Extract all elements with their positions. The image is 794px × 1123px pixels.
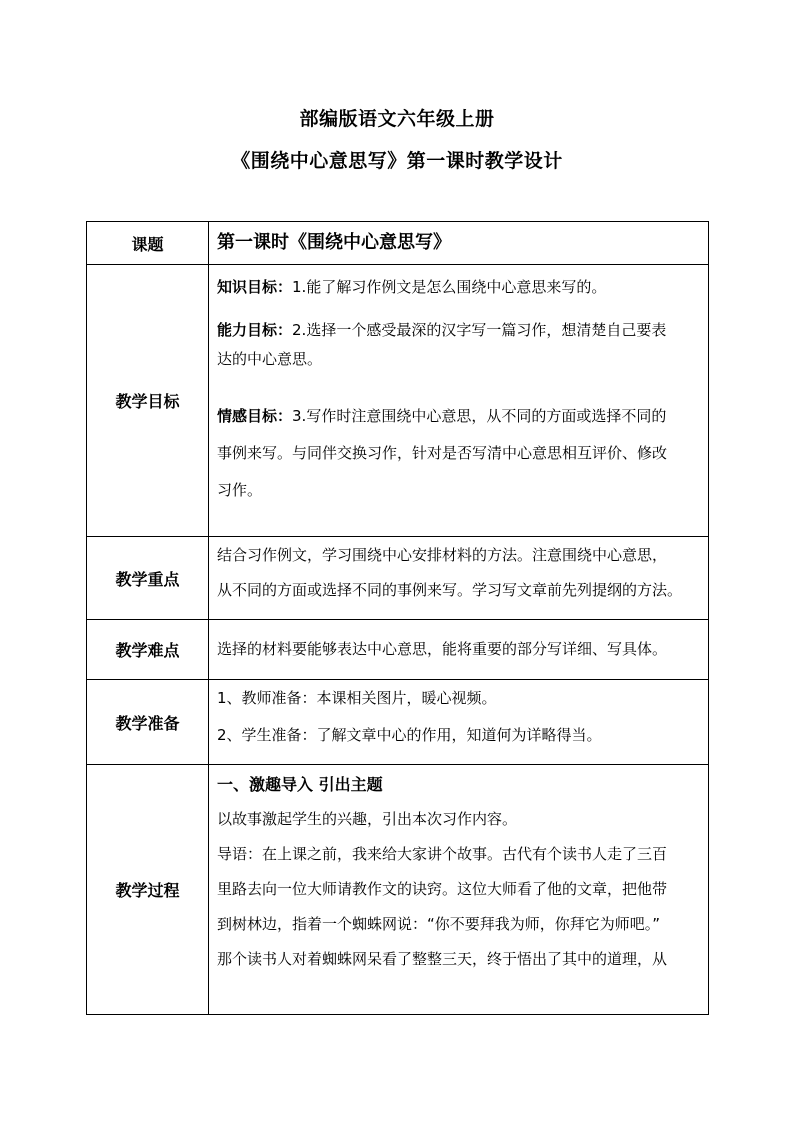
goal-emotion-text-1: 3.写作时注意围绕中心意思，从不同的方面或选择不同的	[292, 407, 667, 425]
focus-line-2: 从不同的方面或选择不同的事例来写。学习写文章前先列提纲的方法。	[217, 581, 683, 599]
row-content-preparation	[209, 680, 709, 765]
document-subtitle: 《围绕中心意思写》第一课时教学设计	[231, 150, 563, 172]
goal-emotion	[217, 402, 702, 431]
table-row-focus	[87, 537, 709, 620]
process-line-5: 那个读书人对着蜘蛛网呆看了整整三天，终于悟出了其中的道理，从	[217, 950, 668, 968]
row-label-goals: 教学目标	[87, 265, 209, 537]
table-row-difficulty	[87, 620, 709, 680]
table-row-preparation	[87, 680, 709, 765]
goal-emotion-text-3: 习作。	[217, 481, 263, 499]
goal-knowledge	[217, 273, 702, 302]
preparation-line-1: 1、教师准备：本课相关图片，暖心视频。	[217, 689, 497, 707]
process-line-1: 以故事激起学生的兴趣，引出本次习作内容。	[217, 810, 518, 828]
process-line-4: 到树林边，指着一个蜘蛛网说：“你不要拜我为师，你拜它为师吧。”	[217, 915, 661, 933]
goal-emotion-text-2: 事例来写。与同伴交换习作，针对是否写清中心意思相互评价、修改	[217, 444, 668, 462]
row-content-focus	[209, 537, 709, 620]
goal-ability-label: 能力目标：	[217, 321, 293, 339]
table-row-topic	[87, 222, 709, 265]
difficulty-line-1: 选择的材料要能够表达中心意思，能将重要的部分写详细、写具体。	[217, 640, 668, 658]
row-content-topic	[209, 222, 709, 265]
row-label-focus: 教学重点	[87, 537, 209, 620]
row-label-topic: 课题	[87, 222, 209, 265]
process-section-title: 一、激趣导入 引出主题	[217, 775, 383, 794]
goal-knowledge-text: 1.能了解习作例文是怎么围绕中心意思来写的。	[292, 278, 607, 296]
goal-ability	[217, 316, 702, 345]
table-row-goals	[87, 265, 709, 537]
goal-ability-text-1: 2.选择一个感受最深的汉字写一篇习作，想清楚自己要表	[292, 321, 667, 339]
document-title: 部编版语文六年级上册	[299, 108, 495, 130]
goal-ability-text-2: 达的中心意思。	[217, 350, 323, 368]
goal-emotion-label: 情感目标：	[217, 407, 293, 425]
row-content-process	[209, 765, 709, 1015]
table-row-process	[87, 765, 709, 1015]
row-label-preparation: 教学准备	[87, 680, 209, 765]
row-label-difficulty: 教学难点	[87, 620, 209, 680]
process-line-3: 里路去向一位大师请教作文的诀窍。这位大师看了他的文章，把他带	[217, 880, 668, 898]
preparation-line-2: 2、学生准备：了解文章中心的作用，知道何为详略得当。	[217, 726, 602, 744]
row-content-difficulty	[209, 620, 709, 680]
lesson-plan-table	[86, 221, 709, 1015]
row-label-process: 教学过程	[87, 765, 209, 1015]
topic-value: 第一课时《围绕中心意思写》	[217, 232, 451, 253]
focus-line-1: 结合习作例文，学习围绕中心安排材料的方法。注意围绕中心意思，	[217, 546, 668, 564]
process-line-2: 导语：在上课之前，我来给大家讲个故事。古代有个读书人走了三百	[217, 845, 668, 863]
goal-knowledge-label: 知识目标：	[217, 278, 293, 296]
row-content-goals	[209, 265, 709, 537]
